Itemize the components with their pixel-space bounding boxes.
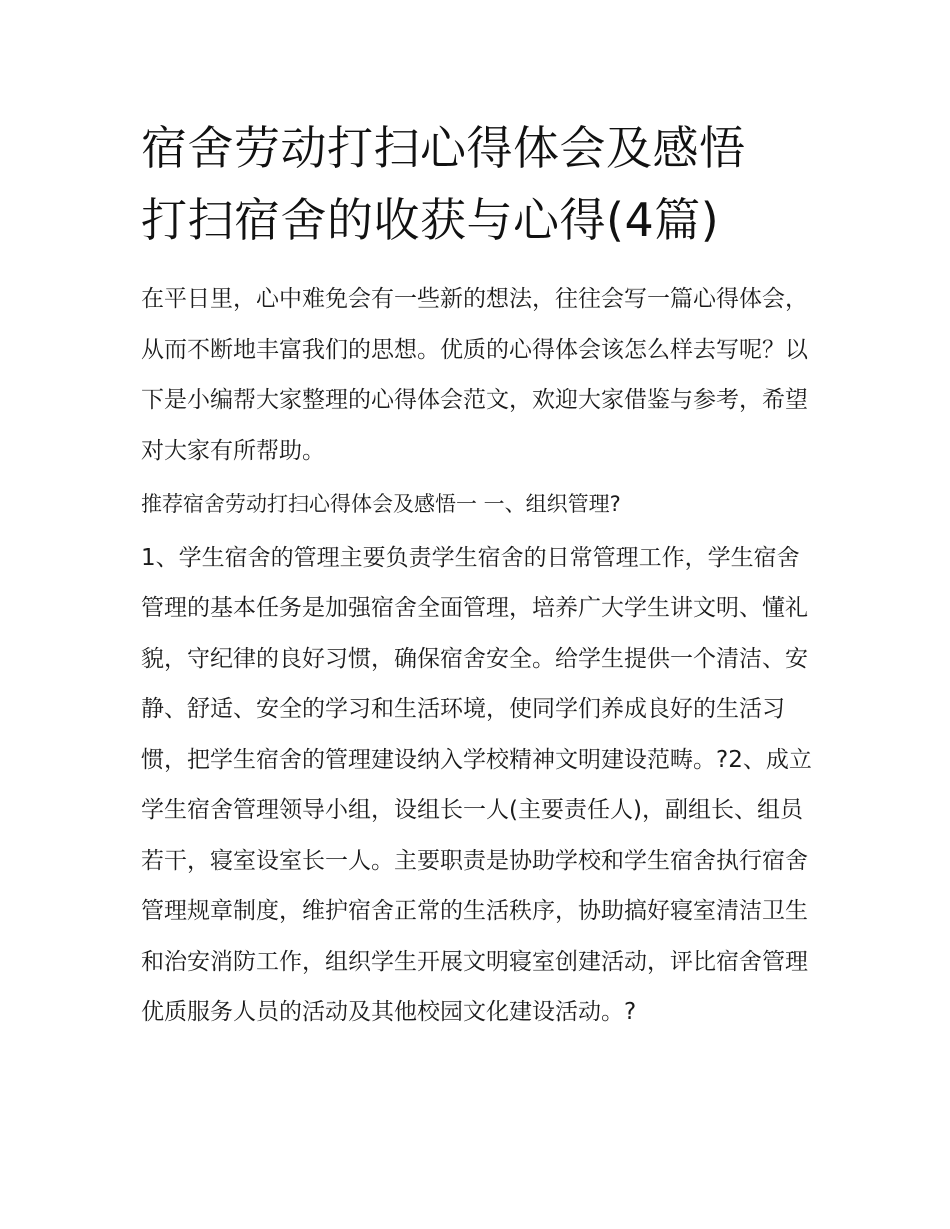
document-content — [141, 112, 821, 1041]
intro-paragraph: 在平日里，心中难免会有一些新的想法，往往会写一篇心得体会，从而不断地丰富我们的思想。优质的心得体会该怎么样去写呢？以下是小编帮大家整理的心得体会范文，欢迎大家借鉴与参考，希望对大家有所帮助。 — [141, 286, 808, 464]
document-title — [141, 112, 821, 256]
section-heading-paragraph: 推荐宿舍劳动打扫心得体会及感悟一 一、组织管理? — [141, 492, 621, 516]
management-paragraph: 1、学生宿舍的管理主要负责学生宿舍的日常管理工作，学生宿舍管理的基本任务是加强宿舍全面管理，培养广大学生讲文明、懂礼貌，守纪律的良好习惯，确保宿舍安全。给学生提供一个清洁、安静、舒适、安全的学习和生活环境，使同学们养成良好的生活习惯，把学生宿舍的管理建设纳入学校精神文明建设范畴。?2、成立学生宿舍管理领导小组，设组长一人(主要责任人)，副组长、组员若干，寝室设室长一人。主要职责是协助学校和学生宿舍执行宿舍管理规章制度，维护宿舍正常的生活秩序，协助搞好寝室清洁卫生和治安消防工作，组织学生开展文明寝室创建活动，评比宿舍管理优质服务人员的活动及其他校园文化建设活动。? — [141, 544, 812, 1025]
title-line-1: 宿舍劳动打扫心得体会及感悟 — [141, 121, 746, 175]
document-body — [141, 274, 821, 1038]
title-line-2: 打扫宿舍的收获与心得(4篇) — [141, 193, 720, 247]
